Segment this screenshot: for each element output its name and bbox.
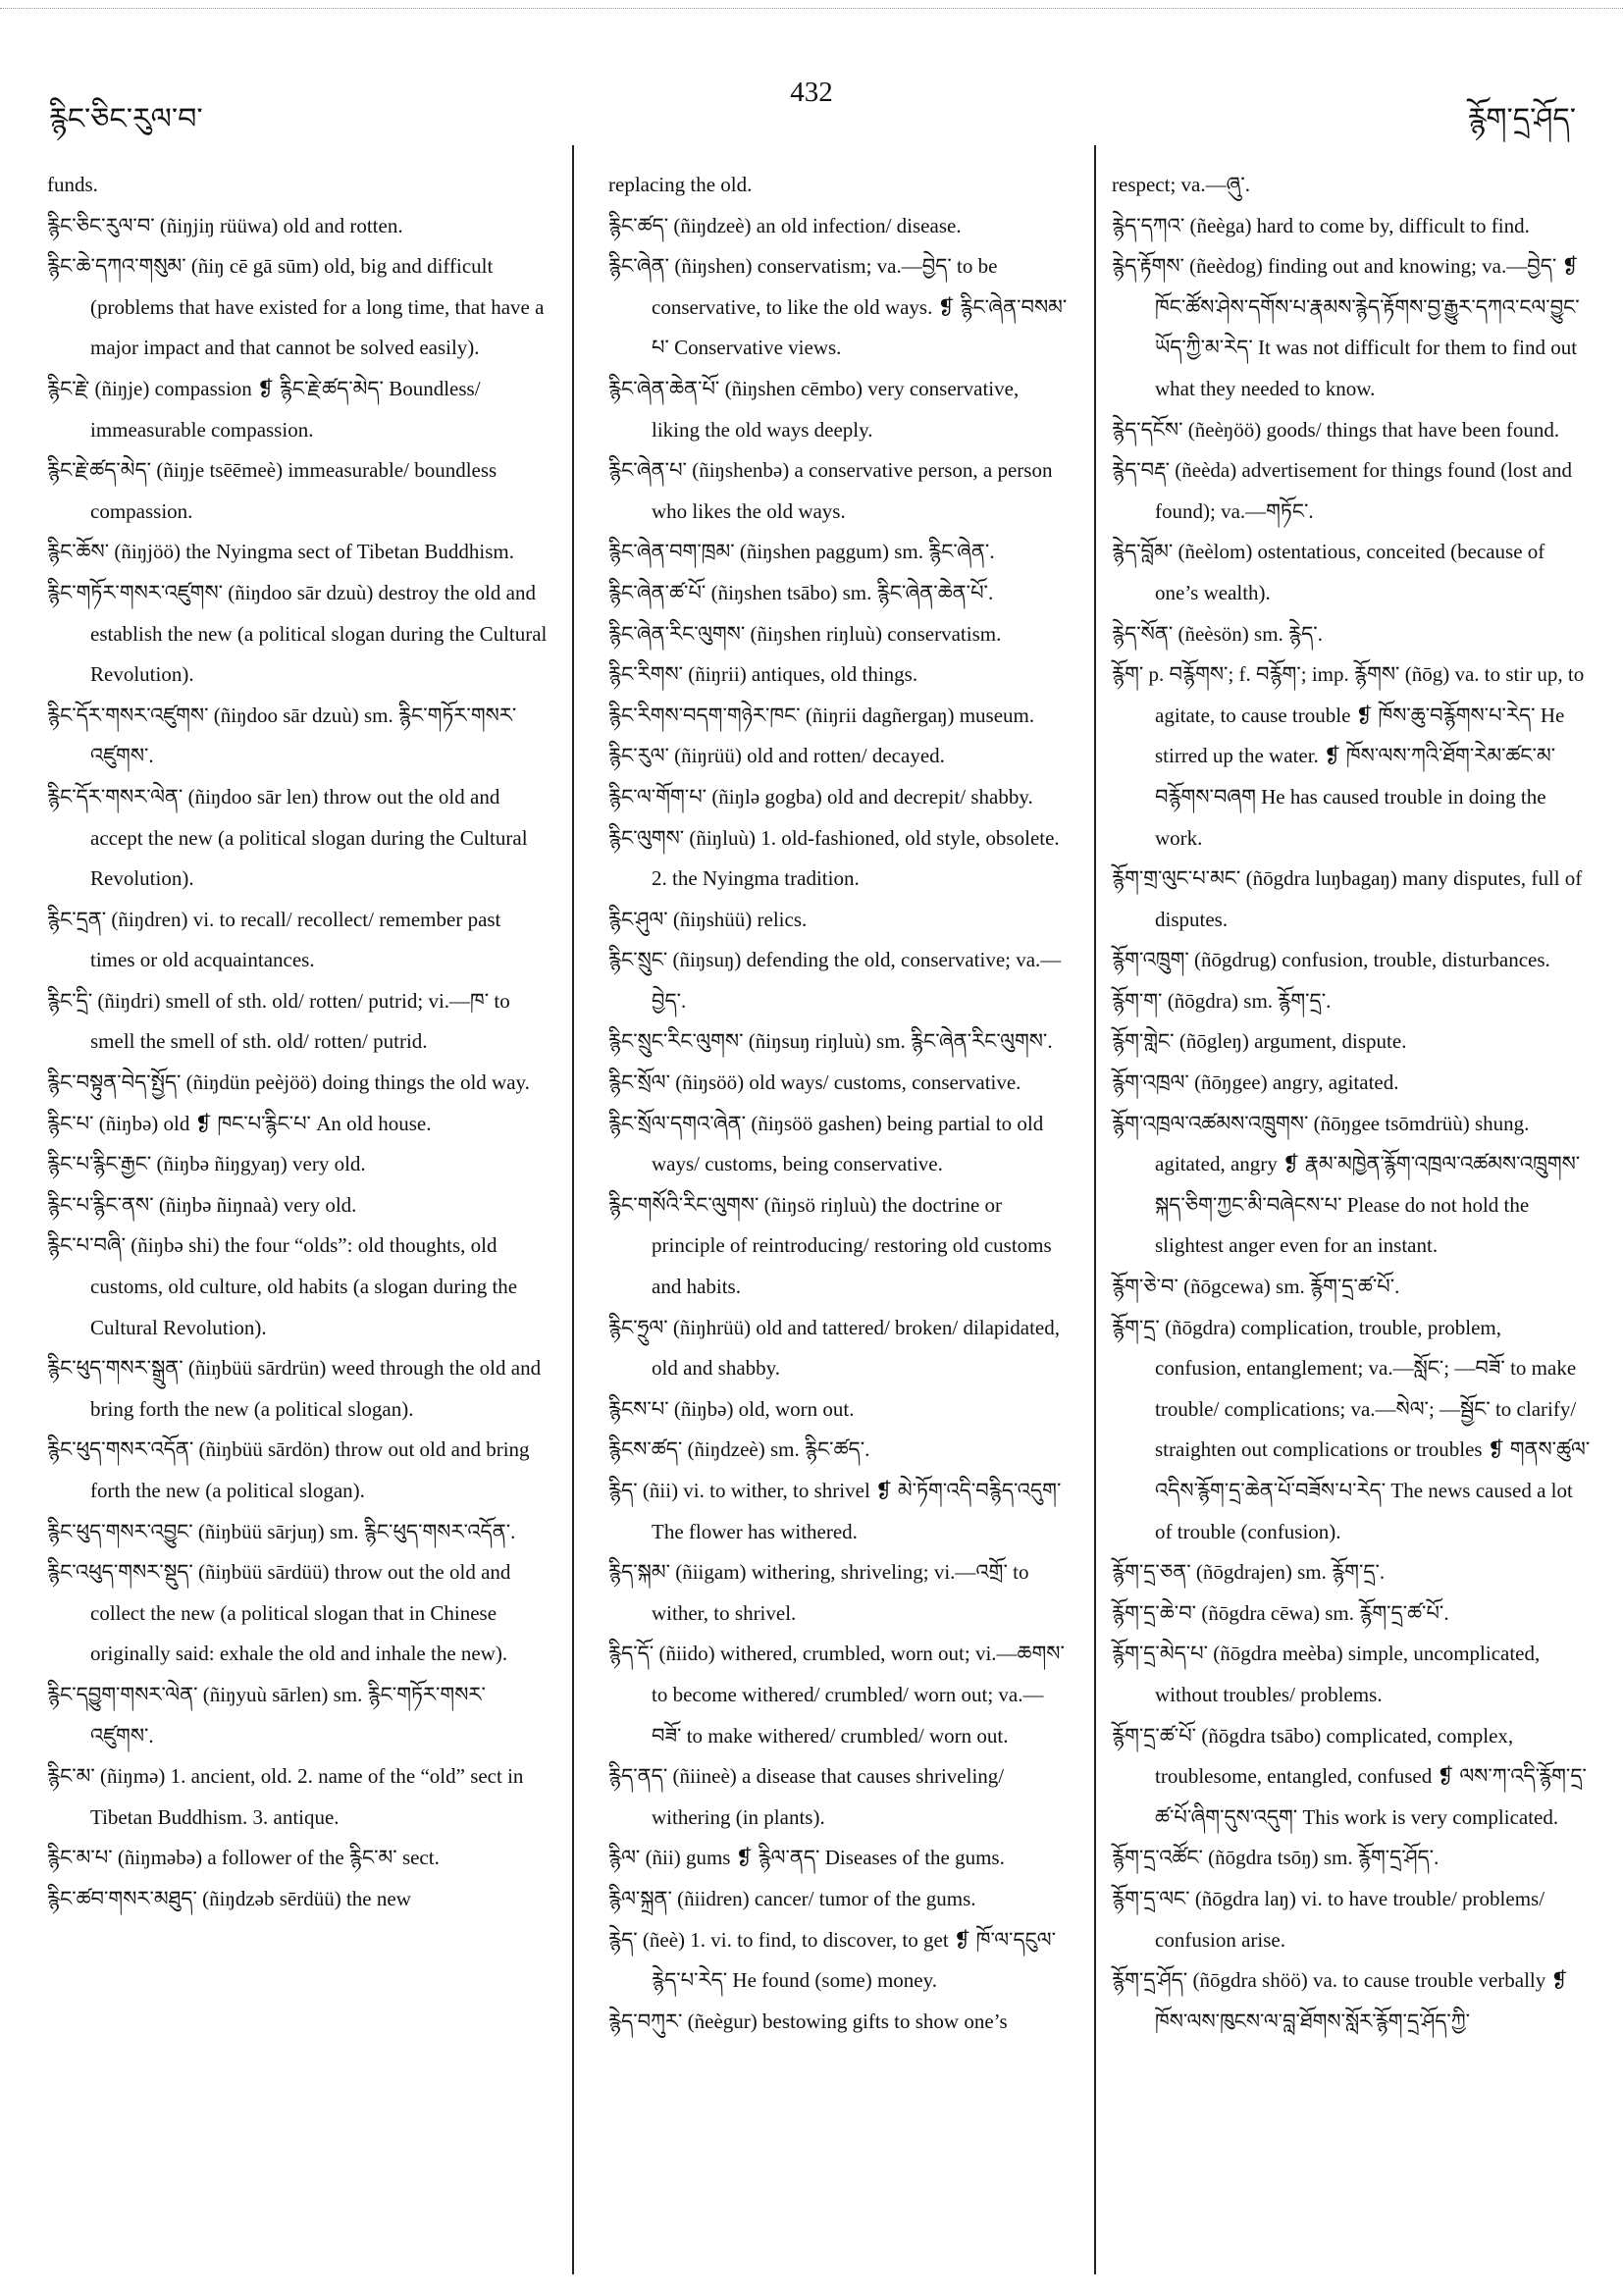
dictionary-entry: རྙིང་སྲུང་ (ñiŋsuŋ) defending the old, conservative; va.—བྱེད་. <box>608 948 1062 1013</box>
dictionary-entry: རྙིང་དོར་གསར་ལེན་ (ñiŋdoo sār len) throw out the old and accept the new (a political slogan during the Cultural Revolution). <box>47 784 528 891</box>
dictionary-entry: རྙོག་དྲ་ཆེ་བ་ (ñōgdra cēwa) sm. རྙོག་དྲ་ཚ་པོ་. <box>1112 1600 1449 1625</box>
dictionary-entry: རྙོག་གྲ་ལུང་པ་མང་ (ñōgdra luŋbagaŋ) many disputes, full of disputes. <box>1112 866 1583 931</box>
dictionary-entry: རྙིང་ཚབ་གསར་མཐུད་ (ñiŋdzəb sērdüü) the new <box>47 1886 411 1910</box>
dictionary-entry: རྙིལ་སྐྲན་ (ñiidren) cancer/ tumor of the gums. <box>608 1886 976 1910</box>
dictionary-entry: རྙིང་རུལ་ (ñiŋrüü) old and rotten/ decayed. <box>608 744 945 768</box>
dictionary-entry: རྙིང་གསོའི་རིང་ལུགས་ (ñiŋsö riŋluù) the doctrine or principle of reintroducing/ restoring old customs and habits. <box>608 1192 1052 1299</box>
dictionary-entry: རྙེད་བཀུར་ (ñeègur) bestowing gifts to show one’s <box>608 2009 1008 2033</box>
dictionary-entry: རྙིང་ཞེན་ཚ་པོ་ (ñiŋshen tsābo) sm. རྙིང་ཞེན་ཆེན་པོ་. <box>608 580 994 604</box>
dictionary-entry: རྙིད་ནད་ (ñiineè) a disease that causes shriveling/ withering (in plants). <box>608 1764 1005 1829</box>
dictionary-entry: རྙིད་སྐམ་ (ñiigam) withering, shriveling; vi.—འགྲོ་ to wither, to shrivel. <box>608 1560 1029 1625</box>
dictionary-entry: རྙིངས་ཚད་ (ñiŋdzeè) sm. རྙིང་ཚད་. <box>608 1437 870 1462</box>
dictionary-entry: རྙོག་དྲ་ཚ་པོ་ (ñōgdra tsābo) complicated, complex, troublesome, entangled, confused ❡ ལས་ཀ་འདི་རྙོག་དྲ་ཚ་པོ་ཞིག་དུས་འདུག་ This work is very complicated. <box>1112 1723 1587 1829</box>
dictionary-entry: རྙིང་ཚད་ (ñiŋdzeè) an old infection/ disease. <box>608 213 962 237</box>
dictionary-entry: རྙིང་པ་རྙིང་ནས་ (ñiŋbə ñiŋnaà) very old. <box>47 1192 357 1217</box>
dictionary-entry: རྙིང་དྲི་ (ñiŋdri) smell of sth. old/ rotten/ putrid; vi.—ཁ་ to smell the smell of sth. old/ rotten/ putrid. <box>47 988 510 1054</box>
dictionary-entry: རྙོག་འཁྲལ་འཚམས་འཁྲུགས་ (ñōŋgee tsōmdrüù) shung. agitated, angry ❡ རྣམ་མཁྱེན་རྙོག་འཁྲལ་འཚམས་འཁྲུགས་སྐད་ཅིག་ཀྱང་མི་བཞེངས་པ་ Please do not hold the slightest anger even for an instant. <box>1112 1111 1581 1258</box>
dictionary-entry: རྙིང་ཆེ་དཀའ་གསུམ་ (ñiŋ cē gā sūm) old, big and difficult (problems that have existed for a long time, that have a major impact and that cannot be solved easily). <box>47 254 545 360</box>
dictionary-entry: རྙོག་དྲ་ཅན་ (ñōgdrajen) sm. རྙོག་དྲ་. <box>1112 1560 1386 1585</box>
dictionary-entry: funds. <box>47 173 98 196</box>
dictionary-entry: རྙིང་དབྱུག་གསར་ལེན་ (ñiŋyuù sārlen) sm. རྙིང་གཏོར་གསར་འཛུགས་. <box>47 1682 486 1748</box>
dictionary-entry: རྙིང་ཧྲུལ་ (ñiŋhrüü) old and tattered/ broken/ dilapidated, old and shabby. <box>608 1315 1060 1381</box>
dictionary-entry: རྙིང་དྲན་ (ñiŋdren) vi. to recall/ recollect/ remember past times or old acquaintances. <box>47 907 501 972</box>
dictionary-entry: རྙིང་པ་རྙིང་རྒྱང་ (ñiŋbə ñiŋgyaŋ) very old. <box>47 1152 366 1176</box>
dictionary-entry: རྙོག་དྲ་འཚོང་ (ñōgdra tsōŋ) sm. རྙོག་དྲ་ཤོད་. <box>1112 1846 1440 1870</box>
dictionary-entry: རྙིང་ཤུལ་ (ñiŋshüü) relics. <box>608 907 808 931</box>
dictionary-entry: རྙིང་ཞེན་རིང་ལུགས་ (ñiŋshen riŋluù) conservatism. <box>608 621 1002 646</box>
dictionary-entry: རྙེད་བརྡ་ (ñeèda) advertisement for things found (lost and found); va.—གཏོང་. <box>1112 458 1573 523</box>
dictionary-entry: respect; va.—ཞུ་. <box>1112 173 1250 196</box>
column-divider <box>572 145 574 2274</box>
dictionary-entry: རྙིང་མ་ (ñiŋmə) 1. ancient, old. 2. name of the “old” sect in Tibetan Buddhism. 3. antique. <box>47 1764 524 1829</box>
dictionary-entry: རྙིངས་པ་ (ñiŋbə) old, worn out. <box>608 1396 855 1421</box>
dictionary-entry: རྙིང་སྲོལ་ (ñiŋsöö) old ways/ customs, conservative. <box>608 1070 1021 1095</box>
dictionary-entry: རྙིང་ཞེན་པ་ (ñiŋshenbə) a conservative person, a person who likes the old ways. <box>608 458 1053 523</box>
dictionary-entry: རྙིང་སྲུང་རིང་ལུགས་ (ñiŋsuŋ riŋluù) sm. རྙིང་ཞེན་རིང་ལུགས་. <box>608 1029 1053 1054</box>
dictionary-entry: རྙོག་དྲ་ཤོད་ (ñōgdra shöö) va. to cause trouble verbally ❡ ཁོས་ལས་ཁུངས་ལ་བླ་ཐོགས་སློར་རྙོག་དྲ་ཤོད་ཀྱི་ <box>1112 1968 1569 2033</box>
dictionary-entry: རྙོག་འཁྲལ་ (ñōŋgee) angry, agitated. <box>1112 1070 1399 1095</box>
dictionary-entry: རྙིང་མ་པ་ (ñiŋməbə) a follower of the རྙིང་མ་ sect. <box>47 1846 440 1870</box>
left-guide-word: རྙིང་ཅིང་རུལ་བ་ <box>49 103 203 135</box>
dictionary-entry: རྙོག་ཅེ་བ་ (ñōgcewa) sm. རྙོག་དྲ་ཚ་པོ་. <box>1112 1275 1400 1299</box>
dictionary-entry: རྙིང་ལ་གོག་པ་ (ñiŋlə gogba) old and decrepit/ shabby. <box>608 784 1033 809</box>
dictionary-entry: རྙེད་དཀའ་ (ñeèga) hard to come by, difficult to find. <box>1112 213 1530 237</box>
dictionary-entry: རྙེད་ (ñeè) 1. vi. to find, to discover, to get ❡ ཁོ་ལ་དངུལ་རྙེད་པ་རེད་ He found (some) money. <box>608 1927 1056 1993</box>
dictionary-entry: རྙིང་ཞེན་ (ñiŋshen) conservatism; va.—བྱེད་ to be conservative, to like the old ways. ❡ རྙིང་ཞེན་བསམ་པ་ Conservative views. <box>608 254 1068 360</box>
dictionary-entry: རྙིང་ལུགས་ (ñiŋluù) 1. old-fashioned, old style, obsolete. 2. the Nyingma tradition. <box>608 825 1060 891</box>
dictionary-entry: རྙིང་རྗེ་ཚད་མེད་ (ñiŋje tsēēmeè) immeasurable/ boundless compassion. <box>47 458 497 523</box>
page-number: 432 <box>790 77 833 108</box>
dictionary-entry: རྙིང་ཞེན་བག་ཁྲམ་ (ñiŋshen paggum) sm. རྙིང་ཞེན་. <box>608 540 995 564</box>
dictionary-entry: replacing the old. <box>608 173 753 196</box>
dictionary-entry: རྙིང་ཆོས་ (ñiŋjöö) the Nyingma sect of Tibetan Buddhism. <box>47 540 515 564</box>
column-left <box>47 165 548 1920</box>
dictionary-entry: རྙིང་ཕུད་གསར་འབྱུང་ (ñiŋbüü sārjuŋ) sm. རྙིང་ཕུད་གསར་འདོན་. <box>47 1519 516 1543</box>
dictionary-entry: རྙིང་ཕུད་གསར་འདོན་ (ñiŋbüü sārdön) throw out old and bring forth the new (a political slogan). <box>47 1437 530 1502</box>
dictionary-entry: རྙིང་དོར་གསར་འཛུགས་ (ñiŋdoo sār dzuù) sm. རྙིང་གཏོར་གསར་འཛུགས་. <box>47 703 517 768</box>
dictionary-entry: རྙིང་བསྟུན་བེད་སྤྱོད་ (ñiŋdün peèjöö) doing things the old way. <box>47 1070 530 1095</box>
dictionary-entry: རྙིང་ཕུད་གསར་སྒྲུན་ (ñiŋbüü sārdrün) weed through the old and bring forth the new (a political slogan). <box>47 1356 542 1421</box>
dictionary-entry: རྙིང་རྗེ་ (ñiŋje) compassion ❡ རྙིང་རྗེ་ཚད་མེད་ Boundless/ immeasurable compassion. <box>47 376 481 442</box>
dictionary-entry: རྙིང་སྲོལ་དགའ་ཞེན་ (ñiŋsöö gashen) being partial to old ways/ customs, being conservative. <box>608 1111 1044 1176</box>
dictionary-entry: རྙོག་འཁྲུག་ (ñōgdrug) confusion, trouble, disturbances. <box>1112 948 1550 972</box>
dictionary-entry: རྙིང་ཅིང་རུལ་བ་ (ñiŋjiŋ rüüwa) old and rotten. <box>47 213 403 237</box>
dictionary-entry: རྙིང་འཕུད་གསར་སྡུད་ (ñiŋbüü sārdüü) throw out the old and collect the new (a political slogan that in Chinese originally said: exhale the old and inhale the new). <box>47 1560 511 1666</box>
dictionary-entry: རྙིད་ (ñii) vi. to wither, to shrivel ❡ མེ་ཏོག་འདི་བརྙིད་འདུག་ The flower has withered. <box>608 1479 1062 1543</box>
dictionary-entry: རྙིང་པ་ (ñiŋbə) old ❡ ཁང་པ་རྙིང་པ་ An old house. <box>47 1111 432 1135</box>
column-middle <box>608 165 1068 2042</box>
dictionary-entry: རྙེད་སོན་ (ñeèsön) sm. རྙེད་. <box>1112 621 1323 646</box>
dictionary-entry: རྙོག་དྲ་ལང་ (ñōgdra laŋ) vi. to have trouble/ problems/ confusion arise. <box>1112 1886 1545 1952</box>
dictionary-entry: རྙོག་ག་ (ñōgdra) sm. རྙོག་དྲ་. <box>1112 988 1332 1013</box>
column-divider <box>1094 145 1096 2274</box>
dictionary-entry: རྙོག་ p. བརྙོགས་; f. བརྙོག་; imp. རྙོགས་ (ñōg) va. to stir up, to agitate, to cause trouble ❡ ཁོས་ཆུ་བརྙོགས་པ་རེད་ He stirred up the water. ❡ ཁོས་ལས་ཀའི་ཐོག་རེམ་ཚང་མ་བརྙོགས་བཞག He has caused trouble in doing the work. <box>1112 662 1585 850</box>
scan-edge-line <box>0 8 1623 10</box>
dictionary-entry: རྙིང་པ་བཞི་ (ñiŋbə shi) the four “olds”: old thoughts, old customs, old culture, old habits (a slogan during the Cultural Revolution). <box>47 1233 518 1339</box>
dictionary-entry: རྙིང་གཏོར་གསར་འཛུགས་ (ñiŋdoo sār dzuù) destroy the old and establish the new (a political slogan during the Cultural Revolution). <box>47 580 548 687</box>
dictionary-entry: རྙེད་རྟོགས་ (ñeèdog) finding out and knowing; va.—བྱེད་ ❡ ཁོང་ཚོས་ཤེས་དགོས་པ་རྣམས་རྙེད་རྟོགས་བྱ་རྒྱུར་དཀའ་ངལ་བྱུང་ཡོད་ཀྱི་མ་རེད་ It was not difficult for them to find out what they needed to know. <box>1112 254 1580 400</box>
dictionary-entry: རྙིང་རིགས་བདག་གཉེར་ཁང་ (ñiŋrii dagñergaŋ) museum. <box>608 703 1035 727</box>
column-right <box>1112 165 1593 2042</box>
dictionary-entry: རྙེད་བློམ་ (ñeèlom) ostentatious, conceited (because of one’s wealth). <box>1112 540 1545 604</box>
dictionary-entry: རྙོག་དྲ་ (ñōgdra) complication, trouble, problem, confusion, entanglement; va.—སློང་; —བཟོ་ to make trouble/ complications; va.—སེལ་; —སྦྱོང་ to clarify/ straighten out complications or troubles ❡ གནས་ཚུལ་འདིས་རྙོག་དྲ་ཆེན་པོ་བཟོས་པ་རེད་ The news caused a lot of trouble (confusion). <box>1112 1315 1591 1543</box>
right-guide-word: རྙོག་དྲ་ཤོད་ <box>1467 103 1576 135</box>
dictionary-entry: རྙིད་དོ་ (ñiido) withered, crumbled, worn out; vi.—ཆགས་ to become withered/ crumbled/ worn out; va.—བཟོ་ to make withered/ crumbled/ worn out. <box>608 1642 1065 1748</box>
dictionary-entry: རྙེད་དངོས་ (ñeèŋöö) goods/ things that have been found. <box>1112 417 1560 442</box>
dictionary-entry: རྙིང་རིགས་ (ñiŋrii) antiques, old things. <box>608 662 918 687</box>
dictionary-entry: རྙོག་གླེང་ (ñōgleŋ) argument, dispute. <box>1112 1029 1407 1054</box>
dictionary-entry: རྙིང་ཞེན་ཆེན་པོ་ (ñiŋshen cēmbo) very conservative, liking the old ways deeply. <box>608 376 1020 442</box>
dictionary-entry: རྙོག་དྲ་མེད་པ་ (ñōgdra meèba) simple, uncomplicated, without troubles/ problems. <box>1112 1642 1541 1706</box>
dictionary-entry: རྙིལ་ (ñii) gums ❡ རྙིལ་ནད་ Diseases of the gums. <box>608 1846 1005 1870</box>
